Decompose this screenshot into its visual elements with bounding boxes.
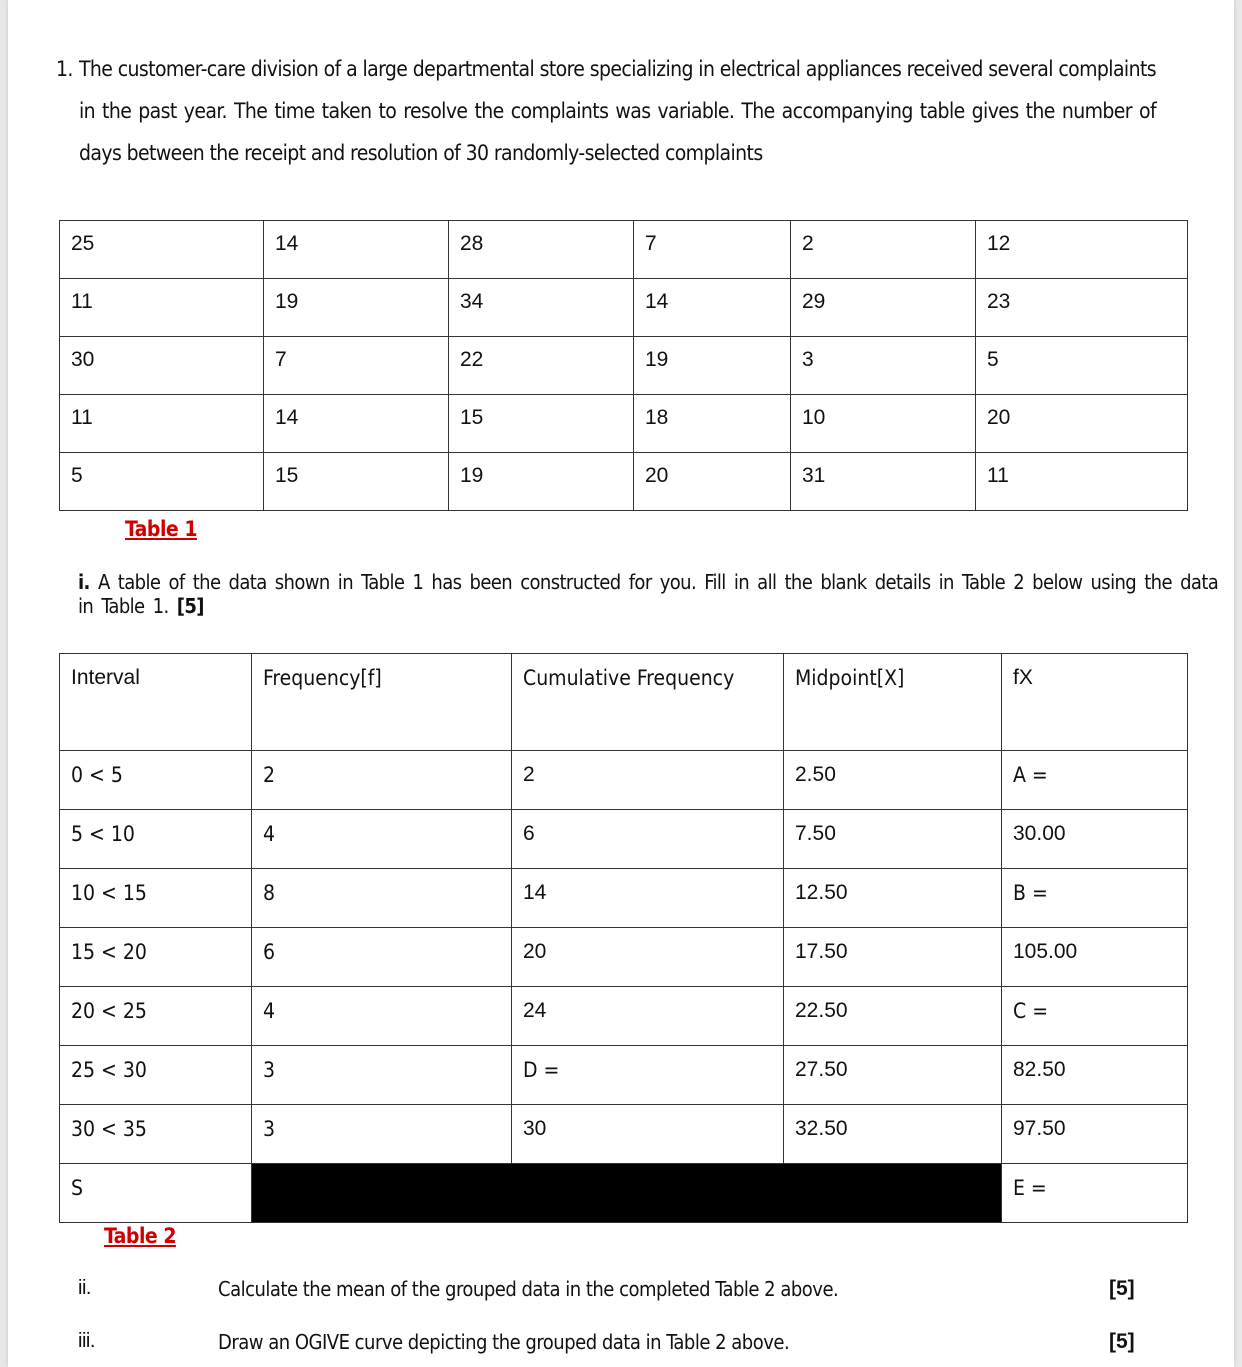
table-1-cell: 19 [449, 453, 634, 511]
table-1-cell: 10 [791, 395, 976, 453]
table-2-cell: A = [1002, 751, 1188, 810]
table-row [60, 221, 1188, 279]
table-row [60, 395, 1188, 453]
table-row [60, 279, 1188, 337]
table-1-cell: 29 [791, 279, 976, 337]
table-2-cell: 15 < 20 [60, 928, 252, 987]
redacted-block [252, 1164, 1002, 1223]
table-2-cell: 4 [252, 810, 512, 869]
table-1-cell: 19 [264, 279, 449, 337]
table-2-caption: Table 2 [104, 1224, 176, 1248]
table-2-cell: 2 [252, 751, 512, 810]
table-2-cell: 6 [252, 928, 512, 987]
table-1-cell: 12 [976, 221, 1188, 279]
table-1-cell: 14 [264, 221, 449, 279]
question-number: 1. [56, 57, 73, 81]
header-midpoint: Midpoint[X] [784, 654, 1002, 751]
table-2-cell: 30 [512, 1105, 784, 1164]
table-2-cell: 10 < 15 [60, 869, 252, 928]
table-2-cell: 4 [252, 987, 512, 1046]
part-iii-text: Draw an OGIVE curve depicting the grouped data in Table 2 above. [218, 1330, 790, 1354]
table-1-cell: 15 [449, 395, 634, 453]
table-2-header-row [60, 654, 1188, 751]
header-interval: Interval [60, 654, 252, 751]
table-2-cell: 30.00 [1002, 810, 1188, 869]
part-ii-text: Calculate the mean of the grouped data in the completed Table 2 above. [218, 1277, 839, 1301]
table-2-cell: 82.50 [1002, 1046, 1188, 1105]
table-2-cell: B = [1002, 869, 1188, 928]
table-2-cell: 3 [252, 1046, 512, 1105]
table-1-cell: 19 [634, 337, 791, 395]
table-2-cell: 5 < 10 [60, 810, 252, 869]
table-row [60, 337, 1188, 395]
sum-value: E = [1002, 1164, 1188, 1223]
table-row [60, 1105, 1188, 1164]
table-2-cell: 24 [512, 987, 784, 1046]
table-1-cell: 2 [791, 221, 976, 279]
table-row [60, 453, 1188, 511]
header-fx: fX [1002, 654, 1188, 751]
table-1-cell: 34 [449, 279, 634, 337]
part-iii-label: iii. [78, 1330, 95, 1352]
table-1-cell: 14 [264, 395, 449, 453]
part-ii-label: ii. [78, 1277, 91, 1299]
table-1-cell: 5 [976, 337, 1188, 395]
table-1-cell: 15 [264, 453, 449, 511]
table-2-cell: 17.50 [784, 928, 1002, 987]
table-2-cell: 105.00 [1002, 928, 1188, 987]
table-2-cell: 20 [512, 928, 784, 987]
part-i [78, 570, 1234, 618]
table-2-cell: 22.50 [784, 987, 1002, 1046]
part-iii-marks: [5] [1109, 1330, 1135, 1353]
table-2-cell: C = [1002, 987, 1188, 1046]
table-2-cell: 30 < 35 [60, 1105, 252, 1164]
part-i-marks: [5] [176, 594, 204, 618]
table-1-cell: 31 [791, 453, 976, 511]
table-2-cell: 20 < 25 [60, 987, 252, 1046]
table-1-cell: 5 [60, 453, 264, 511]
table-1-cell: 25 [60, 221, 264, 279]
table-1-caption: Table 1 [125, 517, 197, 541]
part-i-label: i. [78, 570, 90, 594]
table-2 [59, 653, 1188, 1223]
table-1-cell: 23 [976, 279, 1188, 337]
part-ii-marks: [5] [1109, 1277, 1135, 1300]
table-2-cell: 97.50 [1002, 1105, 1188, 1164]
table-1-cell: 30 [60, 337, 264, 395]
sum-label: S [60, 1164, 252, 1223]
table-1-cell: 11 [60, 279, 264, 337]
table-1-cell: 20 [634, 453, 791, 511]
table-2-cell: 14 [512, 869, 784, 928]
table-1-cell: 28 [449, 221, 634, 279]
table-1-cell: 11 [976, 453, 1188, 511]
table-1-cell: 20 [976, 395, 1188, 453]
table-1-cell: 22 [449, 337, 634, 395]
table-2-cell: 2.50 [784, 751, 1002, 810]
table-2-cell: D = [512, 1046, 784, 1105]
question-1 [56, 48, 1156, 174]
table-1-cell: 11 [60, 395, 264, 453]
table-2-cell: 25 < 30 [60, 1046, 252, 1105]
table-2-cell: 2 [512, 751, 784, 810]
table-2-cell: 7.50 [784, 810, 1002, 869]
table-2-cell: 6 [512, 810, 784, 869]
table-1 [59, 220, 1188, 511]
table-row [60, 869, 1188, 928]
table-2-cell: 0 < 5 [60, 751, 252, 810]
header-frequency: Frequency[f] [252, 654, 512, 751]
table-1-cell: 7 [634, 221, 791, 279]
table-row [60, 751, 1188, 810]
table-1-cell: 18 [634, 395, 791, 453]
table-row [60, 1046, 1188, 1105]
table-2-cell: 27.50 [784, 1046, 1002, 1105]
table-2-cell: 8 [252, 869, 512, 928]
table-2-sum-row [60, 1164, 1188, 1223]
question-text: The customer-care division of a large departmental store specializing in electrical appliances received several complaints in the past year. The time taken to resolve the complaints was variable. The accompanying table gives the number of days between the receipt and resolution of 30 randomly-selected complaints [79, 57, 1156, 165]
table-1-cell: 3 [791, 337, 976, 395]
table-2-cell: 32.50 [784, 1105, 1002, 1164]
table-2-cell: 12.50 [784, 869, 1002, 928]
document-page [8, 0, 1234, 1367]
table-1-cell: 7 [264, 337, 449, 395]
table-2-cell: 3 [252, 1105, 512, 1164]
table-row [60, 987, 1188, 1046]
table-row [60, 810, 1188, 869]
part-i-text: A table of the data shown in Table 1 has been constructed for you. Fill in all the blank details in Table 2 below using the data in Table 1. [78, 570, 1219, 618]
table-1-cell: 14 [634, 279, 791, 337]
header-cumulative-frequency: Cumulative Frequency [512, 654, 784, 751]
table-row [60, 928, 1188, 987]
